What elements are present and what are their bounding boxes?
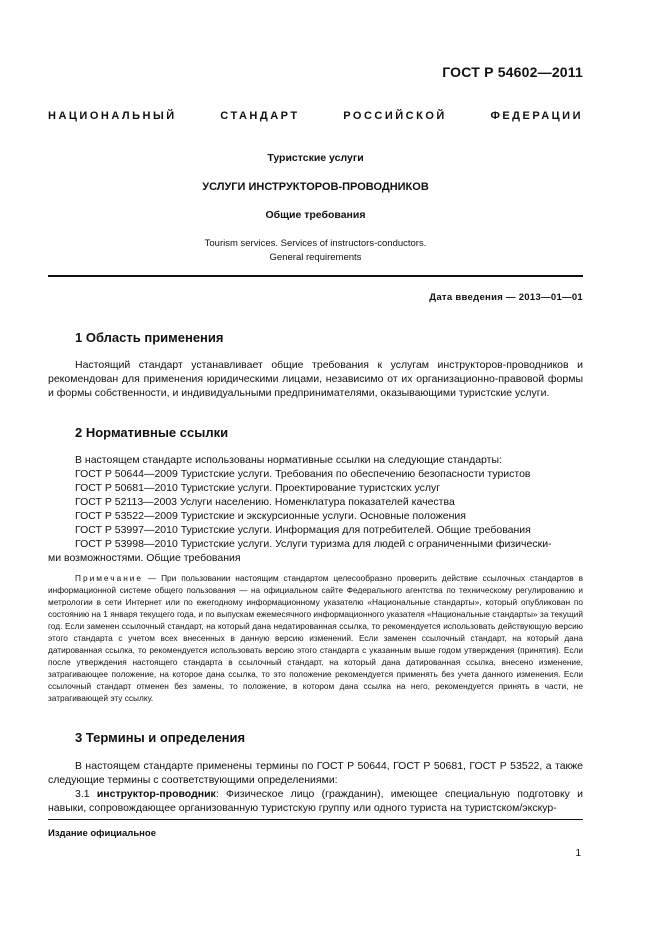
reference-item: ГОСТ Р 50644—2009 Туристские услуги. Требования по обеспечению безопасности туристов	[75, 468, 531, 480]
reference-item: ГОСТ Р 53997—2010 Туристские услуги. Информация для потребителей. Общие требования	[75, 524, 531, 536]
term-definition-text: : Физическое лицо (гражданин), имеющее специальную подготовку и навыки, сопровождающее организованную туристскую группу или одного туриста на туристском/экскур-	[48, 788, 583, 814]
references-intro: В настоящем стандарте использованы нормативные ссылки на следующие стандарты:	[75, 454, 502, 466]
section-2-heading: 2 Нормативные ссылки	[75, 425, 229, 440]
reference-item: ГОСТ Р 50681—2010 Туристские услуги. Проектирование туристских услуг	[75, 482, 441, 494]
references-note	[48, 572, 583, 704]
reference-item: ГОСТ Р 53522—2009 Туристские и экскурсионные услуги. Основные положения	[75, 510, 466, 522]
banner-word: СТАНДАРТ	[220, 110, 300, 122]
national-standard-banner	[48, 110, 583, 122]
reference-item-last-line2: ми возможностями. Общие требования	[48, 552, 241, 564]
banner-word: РОССИЙСКОЙ	[343, 110, 447, 122]
title-category: Туристские услуги	[267, 152, 364, 164]
section-3-intro-content: В настоящем стандарте применены термины по ГОСТ Р 50644, ГОСТ Р 50681, ГОСТ Р 53522, а также следующие термины с соответствующими определениями:	[48, 760, 583, 786]
edition-label: Издание официальное	[48, 828, 156, 839]
footer-divider	[48, 819, 583, 820]
term-number: 3.1	[75, 788, 90, 800]
document-subtitle: Общие требования	[265, 209, 366, 221]
section-1-heading: 1 Область применения	[75, 330, 224, 345]
reference-item-last-line1: ГОСТ Р 53998—2010 Туристские услуги. Услуги туризма для людей с ограниченными физически-	[75, 538, 552, 550]
document-title: УСЛУГИ ИНСТРУКТОРОВ-ПРОВОДНИКОВ	[202, 181, 429, 193]
title-divider	[48, 275, 583, 277]
note-text: — При пользовании настоящим стандартом целесообразно проверить действие ссылочных стандартов в информационной системе общего пользования — на официальном сайте Федерального агентства по техническому регулированию и метрологии в сети Интернет или по ежегодному информационному указателю «Национальные стандарты», который опубликован по состоянию на 1 января текущего года, и по выпускам ежемесячного информационного указателя «Национальные стандарты» за текущий год. Если заменен ссылочный стандарт, на который дана недатированная ссылка, то рекомендуется использовать действующую версию этого стандарта с учетом всех внесенных в данную версию изменений. Если заменен ссылочный стандарт, на который дана датированная ссылка, то рекомендуется использовать версию этого стандарта с указанным выше годом утверждения (принятия). Если после утверждения настоящего стандарта в ссылочный стандарт, на который дана датированная ссылка, внесено изменение, затрагивающее положение, на которое дана ссылка, то это положение рекомендуется применять без учета данного изменения. Если ссылочный стандарт отменен без замены, то положение, в котором дана ссылка на него, рекомендуется принять в части, не затрагивающей эту ссылку.	[48, 573, 583, 703]
banner-word: ФЕДЕРАЦИИ	[490, 110, 583, 122]
section-3-heading: 3 Термины и определения	[75, 730, 246, 745]
term-definition	[48, 787, 583, 815]
gost-code: ГОСТ Р 54602—2011	[442, 64, 583, 80]
page-number: 1	[575, 848, 581, 859]
section-1-text	[48, 358, 583, 400]
note-label: Примечание	[75, 573, 144, 583]
term-name: инструктор-проводник	[96, 788, 216, 800]
section-1-text-content: Настоящий стандарт устанавливает общие требования к услугам инструкторов-проводников и рекомендован для применения юридическими лицами, независимо от их организационно-правовой формы и формы собственности, и индивидуальными предпринимателями, оказывающими туристские услуги.	[48, 359, 583, 399]
reference-item: ГОСТ Р 52113—2003 Услуги населению. Номенклатура показателей качества	[75, 496, 455, 508]
introduction-date: Дата введения — 2013—01—01	[429, 292, 583, 303]
section-3-intro	[48, 759, 583, 787]
banner-word: НАЦИОНАЛЬНЫЙ	[48, 110, 177, 122]
english-title-line2: General requirements	[269, 252, 362, 263]
english-title-line1: Tourism services. Services of instructors-conductors.	[204, 238, 427, 249]
